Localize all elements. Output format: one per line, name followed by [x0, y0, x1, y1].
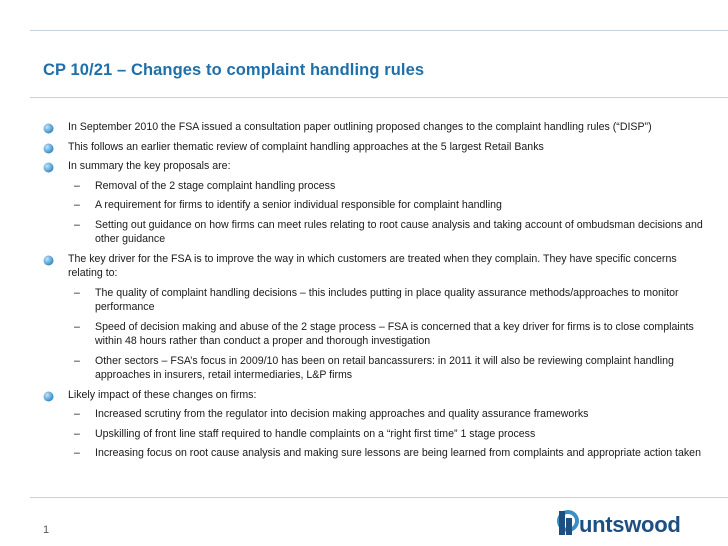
- bullet-item: [43, 159, 703, 174]
- dash-marker: –: [74, 354, 80, 367]
- slide-title: CP 10/21 – Changes to complaint handling rules: [43, 61, 425, 79]
- sub-bullet-text: Increased scrutiny from the regulator into decision making approaches and quality assurance frameworks: [95, 408, 589, 420]
- dash-marker: –: [74, 179, 80, 192]
- sub-bullet-text: Removal of the 2 stage complaint handling process: [95, 179, 336, 192]
- circle-bullet-icon: [43, 143, 54, 154]
- sub-bullet-item: [43, 286, 703, 315]
- sub-bullet-item: [43, 427, 703, 442]
- dash-marker: –: [74, 408, 80, 420]
- sub-bullet-item: [43, 198, 703, 213]
- huntswood-logo: [556, 505, 716, 539]
- title-rule: [30, 97, 728, 98]
- top-rule: [30, 30, 728, 31]
- sub-bullet-item: [43, 218, 703, 247]
- logo-text: untswood: [579, 512, 681, 537]
- dash-marker: –: [74, 447, 80, 459]
- bullet-text: Likely impact of these changes on firms:: [68, 388, 257, 401]
- bullet-text: In summary the key proposals are:: [68, 160, 231, 172]
- dash-marker: –: [74, 199, 80, 211]
- sub-bullet-text: Other sectors – FSA’s focus in 2009/10 has been on retail bancassurers: in 2011 it will also be reviewing complaint handling approaches in insurers, retail intermediaries, L&P firms: [95, 354, 674, 381]
- sub-bullet-item: [43, 179, 703, 194]
- sub-bullet-item: [43, 354, 703, 383]
- sub-bullet-text: Setting out guidance on how firms can meet rules relating to root cause analysis and taking account of ombudsman decisions and other guidance: [95, 218, 703, 245]
- circle-bullet-icon: [43, 162, 54, 173]
- bullet-item: [43, 120, 703, 135]
- bullet-text: The key driver for the FSA is to improve the way in which customers are treated when they complain. They have specific concerns relating to:: [68, 252, 677, 279]
- dash-marker: –: [74, 320, 80, 333]
- sub-bullet-text: Increasing focus on root cause analysis and making sure lessons are being learned from complaints and appropriate action taken: [95, 447, 701, 459]
- sub-bullet-text: The quality of complaint handling decisions – this includes putting in place quality assurance methods/approaches to monitor performance: [95, 286, 679, 313]
- dash-marker: –: [74, 286, 80, 299]
- huntswood-logo-icon: [556, 505, 580, 539]
- circle-bullet-icon: [43, 391, 54, 402]
- bullet-text: This follows an earlier thematic review of complaint handling approaches at the 5 largest Retail Banks: [68, 140, 544, 153]
- sub-bullet-item: [43, 320, 703, 349]
- bullet-text: In September 2010 the FSA issued a consultation paper outlining proposed changes to the complaint handling rules (“DISP”): [68, 121, 652, 133]
- sub-bullet-text: A requirement for firms to identify a senior individual responsible for complaint handling: [95, 199, 502, 211]
- page-number: 1: [43, 524, 50, 536]
- sub-bullet-item: [43, 407, 703, 422]
- dash-marker: –: [74, 427, 80, 440]
- sub-bullet-text: Upskilling of front line staff required to handle complaints on a “right first time” 1 stage process: [95, 427, 536, 440]
- dash-marker: –: [74, 218, 80, 231]
- circle-bullet-icon: [43, 123, 54, 134]
- sub-bullet-text: Speed of decision making and abuse of the 2 stage process – FSA is concerned that a key driver for firms is to close complaints within 48 hours rather than conduct a proper and thorough investigation: [95, 320, 694, 347]
- circle-bullet-icon: [43, 255, 54, 266]
- bullet-item: [43, 388, 703, 403]
- bottom-rule: [30, 497, 728, 498]
- bullet-item: [43, 140, 703, 155]
- slide-content: [43, 120, 703, 466]
- bullet-item: [43, 252, 703, 281]
- sub-bullet-item: [43, 446, 703, 461]
